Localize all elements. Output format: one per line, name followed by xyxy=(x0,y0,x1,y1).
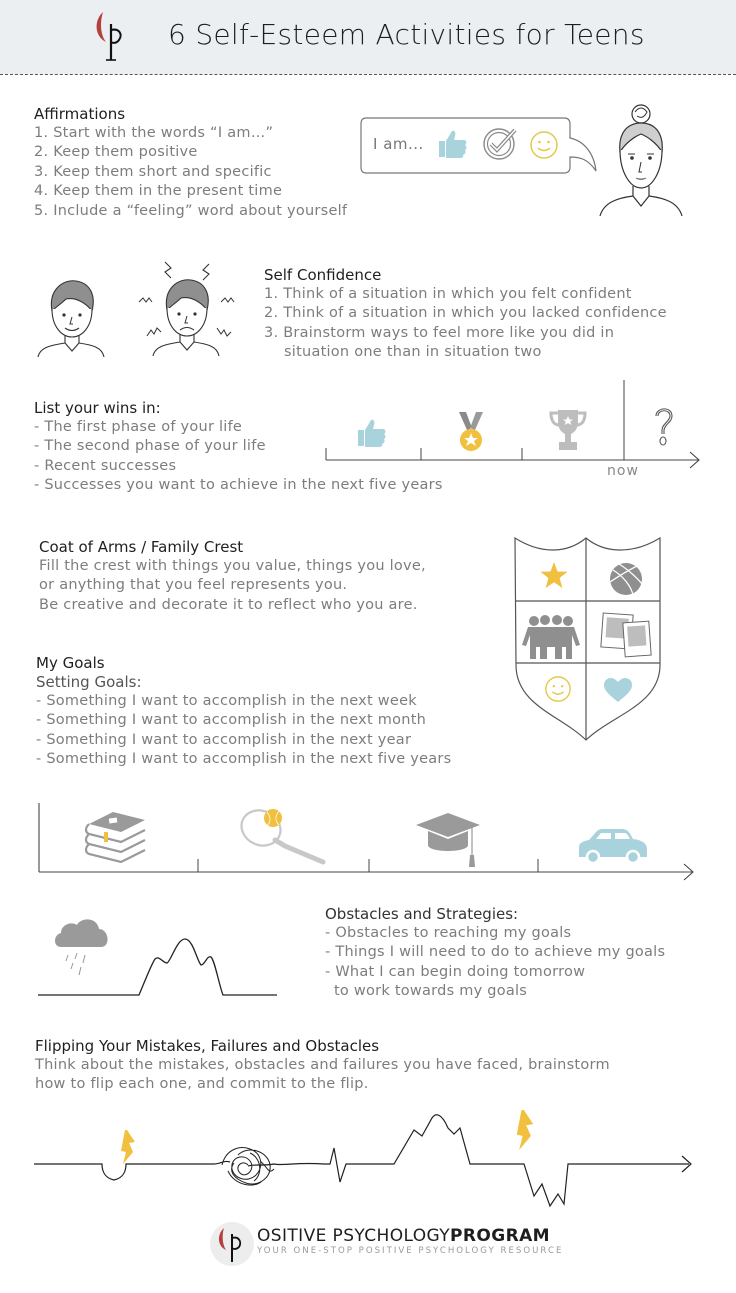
question-mark-icon xyxy=(651,404,677,448)
group-of-friends-icon xyxy=(520,615,582,659)
flipping-line: how to flip each one, and commit to the flip. xyxy=(35,1076,369,1093)
list-item: 3. Brainstorm ways to feel more like you did in xyxy=(264,324,615,341)
footer-brand-bold: PROGRAM xyxy=(450,1226,550,1246)
flipping-heading: Flipping Your Mistakes, Failures and Obstacles xyxy=(35,1037,380,1055)
crest-line: or anything that you feel represents you. xyxy=(39,577,348,594)
bubble-text: I am... xyxy=(373,135,424,153)
list-item: - Successes you want to achieve in the next five years xyxy=(34,477,443,494)
anxious-boy-icon xyxy=(135,258,240,358)
list-item: - Things I will need to do to achieve my goals xyxy=(325,944,666,961)
thumbs-up-icon xyxy=(356,415,388,449)
wins-heading: List your wins in: xyxy=(34,399,161,417)
crest-description xyxy=(39,557,426,615)
tangle-icon xyxy=(220,1145,276,1189)
crest-heading: Coat of Arms / Family Crest xyxy=(39,538,244,556)
obstacles-list xyxy=(325,924,665,1002)
list-item: - The first phase of your life xyxy=(34,419,243,435)
check-circle-icon xyxy=(482,125,518,161)
list-item: 2. Keep them positive xyxy=(34,144,198,161)
list-item: - Something I want to accomplish in the next five years xyxy=(36,751,452,768)
smiley-icon xyxy=(529,130,559,160)
lightning-icon xyxy=(514,1110,536,1150)
basketball-icon xyxy=(609,562,643,596)
self-confidence-list xyxy=(264,285,667,363)
list-item: - Recent successes xyxy=(34,457,177,474)
header-divider xyxy=(0,74,736,75)
list-item: - Something I want to accomplish in the next month xyxy=(36,712,427,729)
thumbs-up-icon xyxy=(437,127,469,159)
list-item: 1. Think of a situation in which you felt confident xyxy=(264,286,632,302)
books-icon xyxy=(83,810,149,862)
list-item: situation one than in situation two xyxy=(284,344,542,361)
self-confidence-heading: Self Confidence xyxy=(264,266,382,284)
graduation-cap-icon xyxy=(414,811,484,869)
affirmations-heading: Affirmations xyxy=(34,105,126,123)
list-item: - The second phase of your life xyxy=(34,438,266,455)
flipping-description xyxy=(35,1056,610,1095)
list-item: - Obstacles to reaching my goals xyxy=(325,925,572,941)
lightning-icon xyxy=(119,1130,137,1164)
tennis-racket-icon xyxy=(237,808,329,866)
list-item: 5. Include a “feeling” word about yourself xyxy=(34,202,348,219)
woman-face-icon xyxy=(598,100,684,218)
mountain-icon xyxy=(37,935,281,1000)
page-title: 6 Self-Esteem Activities for Teens xyxy=(168,18,645,51)
medal-icon xyxy=(456,410,486,454)
happy-boy-icon xyxy=(36,275,106,359)
heart-icon xyxy=(604,678,632,702)
trophy-icon xyxy=(548,408,588,452)
list-item: 4. Keep them in the present time xyxy=(34,183,283,200)
photos-icon xyxy=(600,612,652,658)
list-item: 3. Keep them short and specific xyxy=(34,163,272,180)
car-icon xyxy=(575,825,649,865)
list-item: 1. Start with the words “I am…” xyxy=(34,125,274,141)
obstacles-heading: Obstacles and Strategies: xyxy=(325,905,519,923)
footer-tagline: YOUR ONE-STOP POSITIVE PSYCHOLOGY RESOURCE xyxy=(257,1246,564,1256)
flipping-line: Think about the mistakes, obstacles and failures you have faced, brainstorm xyxy=(35,1057,610,1073)
footer-brand-light: OSITIVE PSYCHOLOGY xyxy=(257,1226,451,1246)
crest-line: Be creative and decorate it to reflect who you are. xyxy=(39,596,418,613)
goals-subheading: Setting Goals: xyxy=(36,673,142,691)
goals-list xyxy=(36,692,451,770)
timeline-now-label: now xyxy=(607,463,639,479)
list-item: 2. Think of a situation in which you lacked confidence xyxy=(264,305,667,322)
list-item: to work towards my goals xyxy=(334,983,528,1000)
star-icon xyxy=(540,562,568,589)
list-item: - What I can begin doing tomorrow xyxy=(325,963,586,980)
footer-brand xyxy=(257,1226,550,1246)
smiley-icon xyxy=(544,675,572,703)
psi-logo-icon xyxy=(90,10,130,62)
footer-logo-icon xyxy=(208,1220,256,1268)
goals-heading: My Goals xyxy=(36,654,105,672)
affirmations-list xyxy=(34,124,347,221)
list-item: - Something I want to accomplish in the next year xyxy=(36,731,412,748)
list-item: - Something I want to accomplish in the next week xyxy=(36,693,417,709)
crest-line: Fill the crest with things you value, things you love, xyxy=(39,558,426,574)
